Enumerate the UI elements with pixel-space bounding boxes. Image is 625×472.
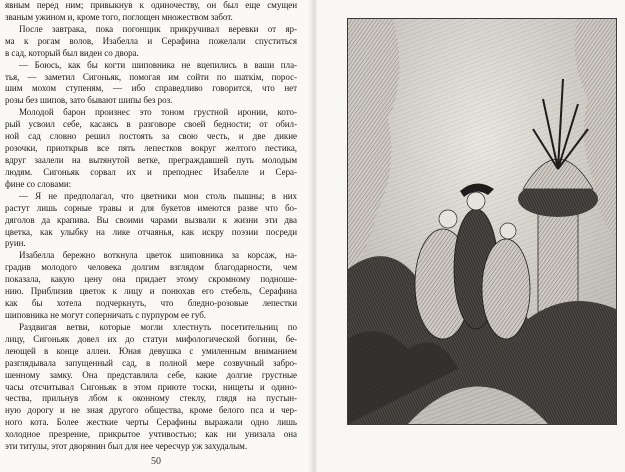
text-line: вдруг заалели на вытянутой ветке, преграждавшей путь молодым [5, 154, 297, 165]
text-line: шиповника не могут соперничать с пурпуром ее губ. [5, 309, 206, 320]
engraver-signature-mark: · [357, 405, 359, 413]
text-line: Молодой барон произнес это тоном грустной иронии, кото- [19, 107, 297, 118]
text-line: разглядывала запущенный сад, в полной мере созвучный забро- [5, 357, 297, 368]
text-line: людям. Сигоньяк сорвал их и преподнес Изабелле и Сера- [5, 166, 297, 177]
text-line: розы без шипов, зато бывают шипы без роз. [5, 95, 173, 106]
text-line: Изабелла бережно воткнула цветок шиповника за корсаж, на- [19, 250, 297, 261]
text-line: ма к рогам волов, Изабелла и Серафина пожелали спуститься [5, 35, 297, 46]
text-line: в сад, который был виден со двора. [5, 47, 139, 58]
text-line: шенному замку. Она представляла себе, какие долгие грустные [5, 369, 297, 380]
text-line: ного кота. Более жесткие черты Серафины выражали одно лишь [5, 417, 297, 428]
text-line: розочки, приоткрыв все пять лепестков вокруг желтого пестика, [5, 143, 297, 154]
text-line: чества, прильнув лбом к оконному стеклу, глядя на пустын- [5, 393, 297, 404]
text-line: тья, — заметил Сигоньяк, помогая им сойти по шаткім, порос- [5, 71, 297, 82]
text-line: — Боюсь, как бы когти шиповника не вцепились в ваши пла- [19, 59, 297, 70]
text-line: как бы хотела подчеркнуть, что бледно-розовые лепестки [5, 298, 297, 309]
left-page [0, 0, 312, 472]
text-line: цветка, как улыбку на лике отчаянья, как искру поэзии посреди [5, 226, 297, 237]
book-gutter-shadow [308, 0, 318, 472]
text-line: — Я не предполагал, что цветники мои столь пышны; в них [19, 190, 297, 201]
text-line: ной сад словно решил постоять за свою честь, и две дикие [5, 131, 297, 142]
text-line: После завтрака, пока погонщик прикручивал веревки от яр- [19, 23, 297, 34]
text-line: показала, какую цену она придает этому скромному подноше- [5, 274, 297, 285]
text-line: фине со словами: [5, 178, 72, 189]
text-line: руин. [5, 238, 26, 249]
text-line: леющей в конце аллеи. Юная девушка с умиленным вниманием [5, 345, 297, 356]
text-line: градив молодого человека долгим взглядом благодарности, чем [5, 262, 297, 273]
text-line: растут лишь сорные травы и для букетов имеются разве что бо- [5, 202, 297, 213]
text-line: дяголов да крапива. Вы своими чарами вызвали к жизни эти два [5, 214, 297, 225]
text-line: шим мохом ступеням, — ибо справедливо говорится, что нет [5, 83, 297, 94]
text-line: явным перед ним; привыкнув к одиночеству, он был еще смущен [5, 0, 297, 10]
text-line: званым ужином и, кроме того, поглощен множеством забот. [5, 11, 233, 22]
text-line: рый усвоил себе, касаясь в разговоре своей бедности; от обил- [5, 119, 297, 130]
engraving-illustration [347, 18, 617, 425]
page-number: 50 [151, 456, 161, 467]
text-line: часы отсчитывал Сигоньяк в этом приюте тоски, нищеты и одино- [5, 381, 297, 392]
text-line: холодное презрение, прикрытое учтивостью; как ни унизала она [5, 429, 297, 440]
text-line: эти титулы, этот дворянин был для нее чересчур уж захудалым. [5, 441, 248, 452]
text-line: нию. Приблизив цветок к лицу и понюхав его стебель, Серафина [5, 286, 297, 297]
body-text [5, 0, 297, 453]
text-line: ную дорогу и не зная другого общества, кроме белого пса и чер- [5, 405, 297, 416]
text-line: Раздвигая ветви, которые могли хлестнуть посетительниц по [19, 321, 297, 332]
text-line: лицу, Сигоньяк довел их до статуи мифологической богини, бе- [5, 333, 297, 344]
